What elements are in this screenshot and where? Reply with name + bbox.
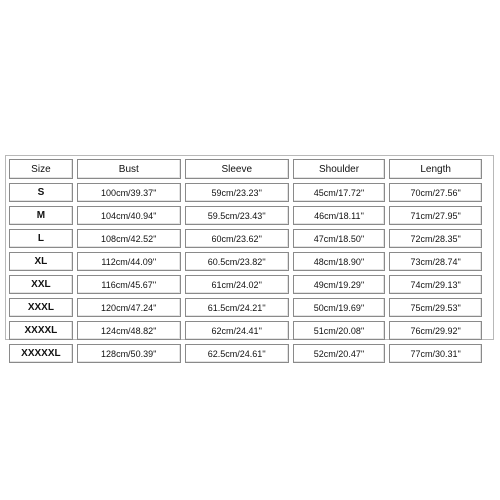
table-row	[9, 321, 482, 340]
sleeve-cell: 61.5cm/24.21''	[185, 298, 289, 317]
sleeve-cell: 59.5cm/23.43''	[185, 206, 289, 225]
length-cell: 72cm/28.35''	[389, 229, 482, 248]
sleeve-cell: 60cm/23.62''	[185, 229, 289, 248]
shoulder-cell: 48cm/18.90''	[293, 252, 386, 271]
size-cell: M	[9, 206, 73, 225]
size-cell: XXXL	[9, 298, 73, 317]
length-cell: 75cm/29.53''	[389, 298, 482, 317]
shoulder-cell: 46cm/18.11''	[293, 206, 386, 225]
length-cell: 76cm/29.92''	[389, 321, 482, 340]
header-bust: Bust	[77, 159, 181, 179]
sleeve-cell: 59cm/23.23''	[185, 183, 289, 202]
length-cell: 70cm/27.56''	[389, 183, 482, 202]
length-cell: 77cm/30.31''	[389, 344, 482, 363]
table-row	[9, 183, 482, 202]
size-cell: XXXXXL	[9, 344, 73, 363]
size-cell: S	[9, 183, 73, 202]
length-cell: 71cm/27.95''	[389, 206, 482, 225]
size-cell: L	[9, 229, 73, 248]
bust-cell: 100cm/39.37''	[77, 183, 181, 202]
header-shoulder: Shoulder	[293, 159, 386, 179]
length-cell: 74cm/29.13''	[389, 275, 482, 294]
table-row	[9, 344, 482, 363]
table-row	[9, 252, 482, 271]
sleeve-cell: 61cm/24.02''	[185, 275, 289, 294]
size-chart-table	[5, 155, 486, 367]
bust-cell: 116cm/45.67''	[77, 275, 181, 294]
header-length: Length	[389, 159, 482, 179]
table-row	[9, 206, 482, 225]
shoulder-cell: 49cm/19.29''	[293, 275, 386, 294]
shoulder-cell: 51cm/20.08''	[293, 321, 386, 340]
length-cell: 73cm/28.74''	[389, 252, 482, 271]
size-cell: XL	[9, 252, 73, 271]
shoulder-cell: 52cm/20.47''	[293, 344, 386, 363]
table-header-row	[9, 159, 482, 179]
bust-cell: 112cm/44.09''	[77, 252, 181, 271]
header-sleeve: Sleeve	[185, 159, 289, 179]
size-cell: XXL	[9, 275, 73, 294]
bust-cell: 124cm/48.82''	[77, 321, 181, 340]
size-cell: XXXXL	[9, 321, 73, 340]
bust-cell: 108cm/42.52''	[77, 229, 181, 248]
sleeve-cell: 60.5cm/23.82''	[185, 252, 289, 271]
bust-cell: 120cm/47.24''	[77, 298, 181, 317]
shoulder-cell: 50cm/19.69''	[293, 298, 386, 317]
header-size: Size	[9, 159, 73, 179]
sleeve-cell: 62.5cm/24.61''	[185, 344, 289, 363]
shoulder-cell: 47cm/18.50''	[293, 229, 386, 248]
bust-cell: 104cm/40.94''	[77, 206, 181, 225]
bust-cell: 128cm/50.39''	[77, 344, 181, 363]
shoulder-cell: 45cm/17.72''	[293, 183, 386, 202]
table-row	[9, 298, 482, 317]
sleeve-cell: 62cm/24.41''	[185, 321, 289, 340]
table-row	[9, 229, 482, 248]
table-row	[9, 275, 482, 294]
